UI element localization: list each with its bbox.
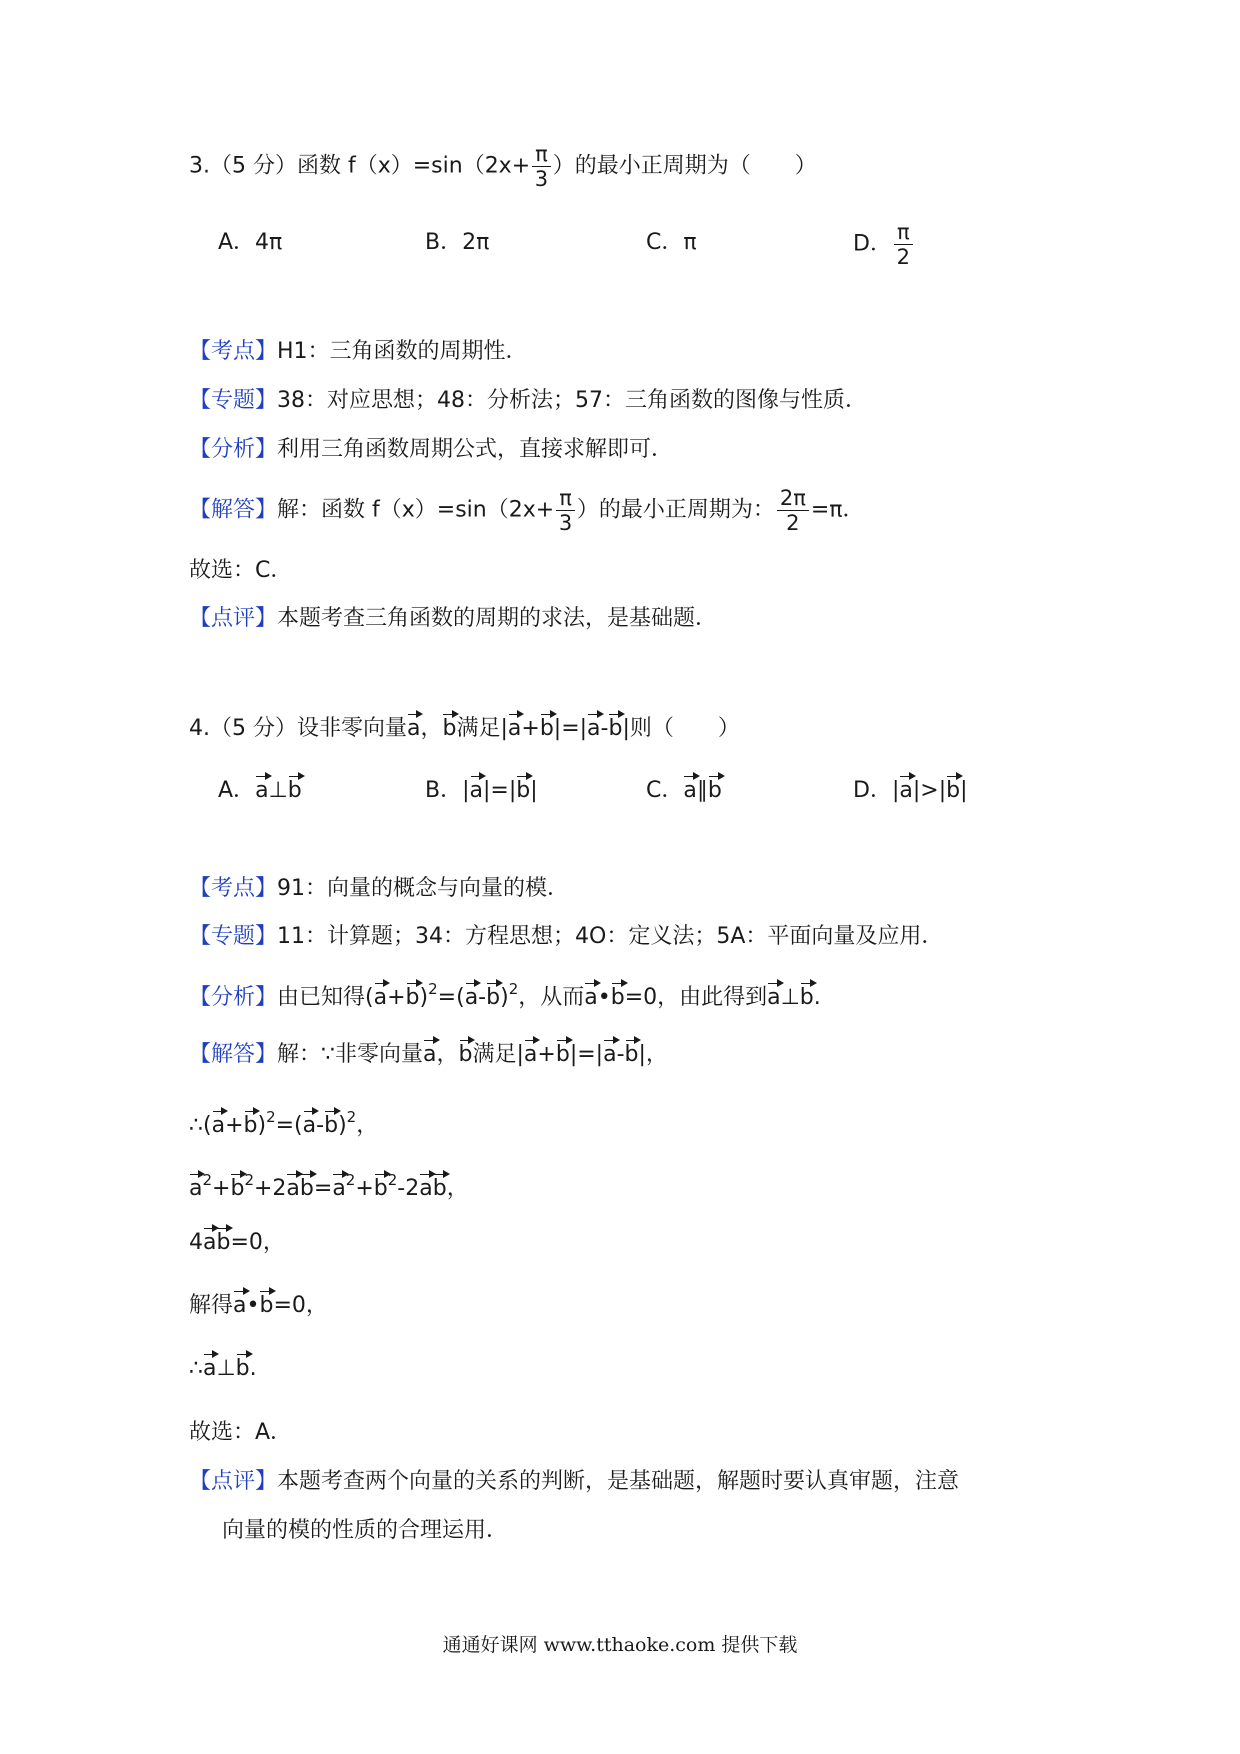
- satisfy-text: 满足: [456, 716, 501, 741]
- q4-kaodian: [189, 872, 569, 906]
- fenxi-text: 由已知得: [277, 985, 366, 1010]
- jieda-frac1-num: π: [556, 486, 575, 511]
- fenxi-text: 利用三角函数周期公式，直接求解即可．: [277, 437, 674, 462]
- comma: ，: [420, 716, 443, 741]
- vector-a: a: [465, 979, 478, 1009]
- vector-b: b: [236, 1350, 250, 1380]
- q4-jieda: 【解答】解：∵非零向量a，b满足|a+b|=|a-b|，: [189, 1036, 668, 1072]
- q3-option-d-label: D．: [853, 231, 892, 257]
- page-footer: 通通好课网 www.tthaoke.com 提供下载: [442, 1634, 798, 1656]
- vector-a: a: [683, 772, 696, 802]
- vector-b: b: [800, 979, 814, 1009]
- q4-step-2: $a^2+b^2+2ab=a^2+b^2-2ab$，: [189, 1171, 469, 1201]
- q4-step-4: 解得a•b=0，: [189, 1287, 328, 1323]
- fenxi-tag: 【分析】: [189, 437, 278, 462]
- q4-option-c-label: C．: [646, 778, 684, 803]
- dianping-text: 本题考查三角函数的周期的求法，是基础题．: [277, 606, 718, 631]
- vector-b: b: [374, 1170, 388, 1200]
- vector-a: a: [767, 979, 780, 1009]
- dianping-text: 本题考查两个向量的关系的判断，是基础题，解题时要认真审题，注意: [277, 1469, 960, 1494]
- q3-stem-end: ）的最小正周期为（ ）: [552, 153, 817, 179]
- dianping-tag: 【点评】: [189, 1469, 278, 1494]
- q3-option-d-den: 2: [896, 245, 910, 269]
- q3-option-a: A．4π: [218, 230, 283, 255]
- q4-zhuanti: [189, 920, 943, 954]
- jieda-text-mid: ）的最小正周期为：: [576, 497, 775, 523]
- jieda-text: 解：函数 f（x）=sin（2x+: [277, 497, 555, 523]
- vector-b: b: [300, 1170, 314, 1200]
- q4-option-a-label: A．: [218, 778, 256, 803]
- vector-a: a: [286, 1170, 299, 1200]
- vector-b: b: [486, 979, 500, 1009]
- vector-a: a: [303, 1107, 316, 1137]
- zhuanti-tag: 【专题】: [189, 924, 278, 949]
- q4-option-a: [218, 772, 302, 808]
- q3-option-d-num: π: [894, 220, 913, 245]
- q3-dianping: [189, 602, 717, 636]
- q4-option-b: B．|a|=|b|: [425, 772, 538, 808]
- zhuanti-tag: 【专题】: [189, 388, 278, 413]
- vector-b: b: [288, 772, 302, 802]
- kaodian-tag: 【考点】: [189, 339, 278, 364]
- vector-a: a: [233, 1287, 246, 1317]
- vector-a: a: [470, 772, 483, 802]
- zhuanti-text: 38：对应思想；48：分析法；57：三角函数的图像与性质．: [277, 388, 867, 413]
- vector-b: b: [244, 1107, 258, 1137]
- jieda-text-end: =π．: [810, 497, 865, 523]
- zero-text: =0，: [273, 1293, 328, 1318]
- q4-option-c: [646, 772, 722, 808]
- vector-a: a: [899, 772, 912, 802]
- vector-a: a: [374, 979, 387, 1009]
- q3-option-d: [853, 220, 915, 269]
- q4-stem: [189, 710, 740, 746]
- jieda-frac1-den: 3: [558, 511, 573, 535]
- zhuanti-text: 11：计算题；34：方程思想；4O：定义法；5A：平面向量及应用．: [277, 924, 944, 949]
- vector-b: b: [611, 979, 625, 1009]
- vector-b: b: [608, 710, 622, 740]
- fenxi-tag: 【分析】: [189, 985, 278, 1010]
- vector-a: a: [603, 1036, 616, 1066]
- step-coef: 4: [189, 1230, 203, 1255]
- vector-b: b: [459, 1036, 473, 1066]
- jieda-frac2-num: 2π: [777, 486, 809, 511]
- perp-symbol: ⊥: [216, 1356, 236, 1381]
- q4-step-1: $\therefore(a+b)^2=(a-b)^2$，: [189, 1108, 379, 1138]
- jieda-text: 解：∵非零向量: [277, 1042, 424, 1067]
- vector-b: b: [625, 1036, 639, 1066]
- vector-a: a: [203, 1350, 216, 1380]
- jieda-tag: 【解答】: [189, 497, 278, 523]
- vector-b: b: [708, 772, 722, 802]
- q4-option-b-label: B．: [425, 778, 463, 803]
- vector-b: b: [442, 710, 456, 740]
- vector-a: a: [587, 710, 600, 740]
- comma: ，: [436, 1042, 459, 1067]
- perp-symbol: ⊥: [268, 778, 288, 803]
- therefore-symbol: ∴: [189, 1113, 203, 1138]
- kaodian-text: 91：向量的概念与向量的模．: [277, 876, 570, 901]
- q4-guxuan: 故选：A．: [189, 1420, 293, 1445]
- vector-b: b: [230, 1170, 244, 1200]
- q3-option-c: C．π: [646, 230, 697, 255]
- vector-a: a: [419, 1170, 432, 1200]
- q4-dianping: [189, 1465, 959, 1499]
- perp-symbol: ⊥: [780, 985, 800, 1010]
- vector-a: a: [203, 1224, 216, 1254]
- vector-b: b: [433, 1170, 447, 1200]
- jieda-fraction-1: [556, 486, 575, 535]
- q4-option-d: D．|a|>|b|: [853, 772, 968, 808]
- q4-fenxi: 【分析】由已知得$(a+b)^2=(a-b)^2$，从而a•b=0，由此得到a⊥b.: [189, 980, 821, 1010]
- vector-a: a: [584, 979, 597, 1009]
- q4-step-5: ∴a⊥b.: [189, 1350, 257, 1386]
- fenxi-text-end: =0，由此得到: [624, 985, 768, 1010]
- zero-text: =0，: [230, 1230, 285, 1255]
- q3-kaodian: [189, 335, 528, 369]
- vector-a: a: [524, 1036, 537, 1066]
- dianping-tag: 【点评】: [189, 606, 278, 631]
- q3-stem: [189, 142, 817, 191]
- q3-fraction: [532, 142, 551, 191]
- jiede-text: 解得: [189, 1293, 234, 1318]
- q3-frac-num: π: [532, 142, 551, 167]
- vector-a: a: [508, 710, 521, 740]
- jieda-tag: 【解答】: [189, 1042, 278, 1067]
- q3-stem-text: 3.（5 分）函数 f（x）=sin（2x+: [189, 153, 531, 179]
- q4-step-3: [189, 1224, 285, 1260]
- q4-option-d-label: D．: [853, 778, 892, 803]
- vector-a: a: [332, 1170, 345, 1200]
- q3-guxuan: 故选：C．: [189, 558, 293, 583]
- q3-fenxi: [189, 433, 673, 467]
- jieda-fraction-2: [777, 486, 809, 535]
- vector-b: b: [946, 772, 960, 802]
- jieda-frac2-den: 2: [786, 511, 800, 535]
- q3-zhuanti: [189, 384, 867, 418]
- vector-b: b: [216, 1224, 230, 1254]
- q3-frac-den: 3: [534, 167, 549, 191]
- therefore-symbol: ∴: [189, 1356, 203, 1381]
- q4-dianping-cont: 向量的模的性质的合理运用．: [222, 1518, 509, 1543]
- satisfy-text: 满足: [472, 1042, 517, 1067]
- vector-b: b: [516, 772, 530, 802]
- vector-a: a: [255, 772, 268, 802]
- q3-jieda: [189, 486, 865, 535]
- kaodian-text: H1：三角函数的周期性．: [277, 339, 528, 364]
- abs-expr-1: |a+b|=|a-b|: [500, 716, 629, 741]
- parallel-symbol: ∥: [696, 778, 708, 803]
- kaodian-tag: 【考点】: [189, 876, 278, 901]
- vector-a: a: [212, 1107, 225, 1137]
- vector-a: a: [189, 1170, 202, 1200]
- vector-a: a: [407, 710, 420, 740]
- vector-b: b: [540, 710, 554, 740]
- q4-stem-text: 4.（5 分）设非零向量: [189, 716, 407, 741]
- vector-b: b: [556, 1036, 570, 1066]
- q3-option-d-fraction: [894, 220, 913, 269]
- vector-b: b: [324, 1107, 338, 1137]
- vector-b: b: [259, 1287, 273, 1317]
- vector-a: a: [423, 1036, 436, 1066]
- q4-stem-end: 则（ ）: [629, 716, 740, 741]
- q3-option-b: B．2π: [425, 230, 490, 255]
- vector-b: b: [406, 979, 420, 1009]
- fenxi-text-mid: ，从而: [518, 985, 585, 1010]
